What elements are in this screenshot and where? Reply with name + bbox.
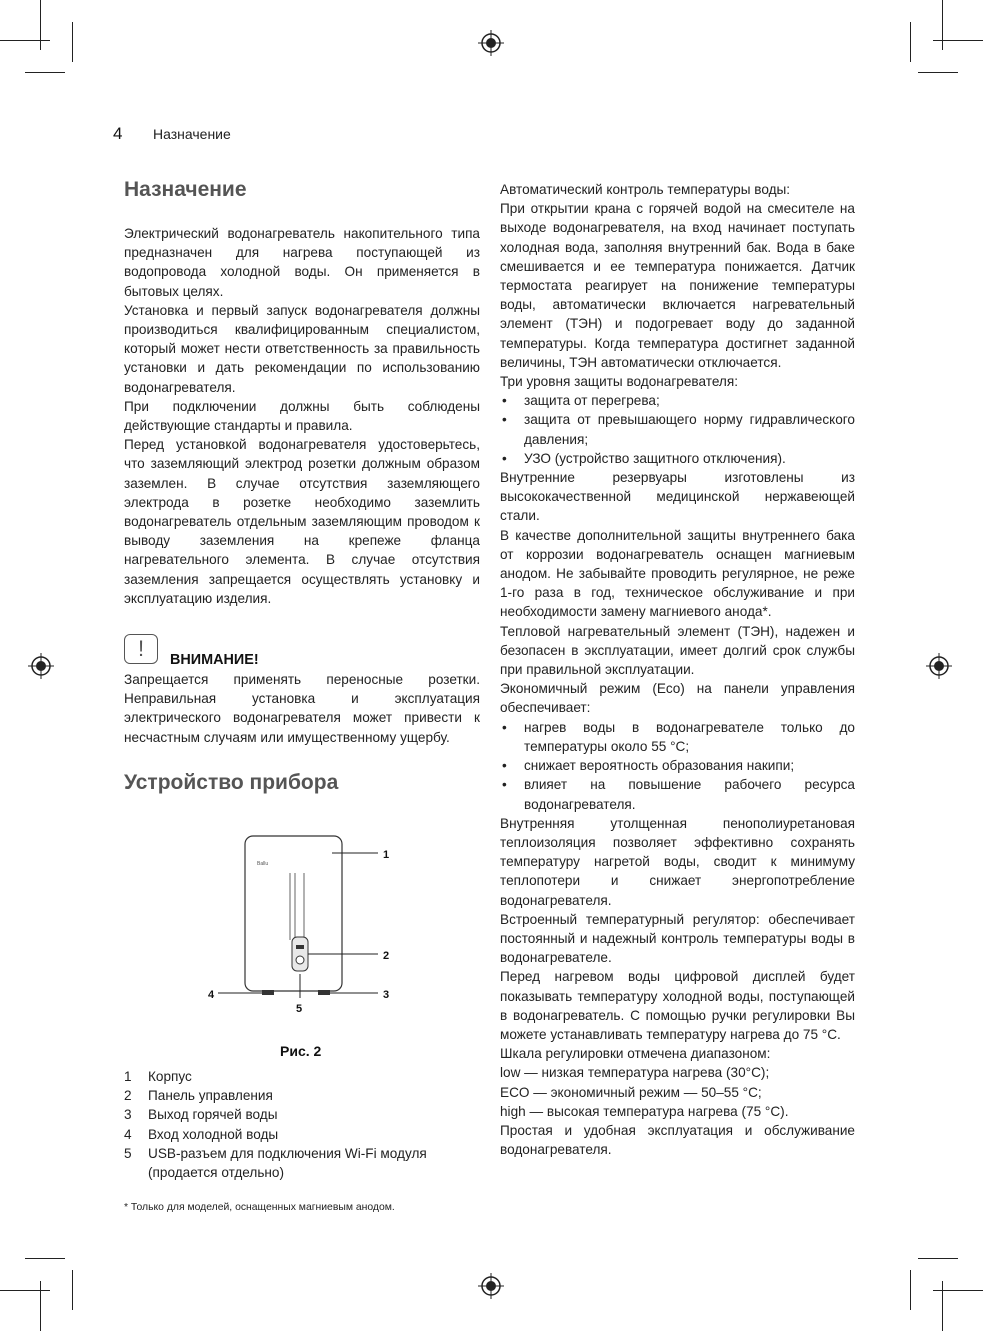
- paragraph: Электрический водонагреватель накопительного типа предназначен для нагрева поступающей из водопровода холодной воды. Он применяется в бытовых целях.: [124, 226, 480, 299]
- crop-mark: [942, 0, 943, 50]
- paragraph: Три уровня защиты водонагревателя:: [500, 374, 738, 390]
- paragraph: В качестве дополнительной защиты внутреннего бака от коррозии водонагреватель оснащен магниевым анодом. Не забывайте проводить регулярное, не реже 1-го раза в год, техническое обслуживание и при необходимости замену магниевого анода*.: [500, 527, 855, 620]
- paragraph: Экономичный режим (Eco) на панели управления обеспечивает:: [500, 681, 855, 716]
- control-panel: [292, 937, 308, 971]
- cold-inlet: [262, 990, 274, 995]
- left-column: [124, 178, 480, 795]
- running-title: Назначение: [153, 126, 231, 142]
- crop-mark: [40, 0, 41, 50]
- list-item: 2 Панель управления: [124, 1088, 273, 1104]
- paragraph: Установка и первый запуск водонагревателя должны производиться квалифицированным специалистом, который может нести ответственность за правильность установки и дать рекомендации по использованию водонагревателя.: [124, 302, 480, 395]
- crop-mark: [918, 1258, 958, 1259]
- paragraph: Встроенный температурный регулятор: обеспечивает постоянный и надежный контроль температуры воды в водонагревателе.: [500, 911, 855, 966]
- registration-mark-icon: [926, 653, 952, 679]
- eco-list: [500, 718, 855, 814]
- crop-mark: [72, 22, 73, 62]
- water-heater-diagram: [200, 828, 400, 1018]
- scale-item: ECO — экономичный режим — 50–55 °С;: [500, 1084, 762, 1100]
- paragraph: Тепловой нагревательный элемент (ТЭН), надежен и безопасен в эксплуатации, имеет долгий срок службы при правильной эксплуатации.: [500, 623, 855, 678]
- regulator-knob-icon: [296, 956, 304, 964]
- list-item: • влияет на повышение рабочего ресурса водонагревателя.: [500, 775, 855, 813]
- list-item: • защита от превышающего норму гидравлического давления;: [500, 410, 855, 448]
- parts-list: [124, 1067, 474, 1182]
- paragraph: Перед установкой водонагревателя удостоверьтесь, что заземляющий электрод розетки должным образом заземлен. В случае отсутствия заземляющего электрода в розетке необходимо заземлить водонагреватель отдельным заземляющим проводом к выводу заземления на крепеже фланца нагревательного элемента. В случае отсутствия заземления запрещается осуществлять установку и эксплуатацию изделия.: [124, 437, 480, 606]
- protection-list: [500, 391, 855, 468]
- paragraph: Перед нагревом воды цифровой дисплей будет показывать температуру холодной воды, поступающей в водонагреватель. С помощью ручки регулировки Вы можете устанавливать температуру нагрева до 75 °С.: [500, 969, 855, 1042]
- list-item: 1 Корпус: [124, 1069, 192, 1084]
- crop-mark: [942, 1281, 943, 1331]
- page-number: 4: [113, 124, 123, 143]
- registration-mark-icon: [478, 30, 504, 56]
- paragraph: Шкала регулировки отмечена диапазоном:: [500, 1046, 771, 1062]
- crop-mark: [0, 1290, 50, 1291]
- warning-header: [124, 634, 480, 669]
- list-item: • защита от перегрева;: [500, 391, 855, 410]
- crop-mark: [72, 1270, 73, 1310]
- right-column: [500, 180, 855, 1159]
- callout-1: 1: [383, 849, 390, 861]
- crop-mark: [910, 22, 911, 62]
- callout-2: 2: [383, 950, 390, 962]
- running-header: [113, 124, 231, 144]
- crop-mark: [40, 1281, 41, 1331]
- brand-logo: Ballu: [257, 861, 269, 867]
- section-title-purpose: Назначение: [124, 178, 247, 201]
- crop-mark: [933, 1290, 983, 1291]
- list-item: • снижает вероятность образования накипи;: [500, 756, 855, 775]
- warning-title: ВНИМАНИЕ!: [170, 652, 259, 669]
- paragraph: Внутренние резервуары изготовлены из высококачественной медицинской нержавеющей стали.: [500, 470, 855, 524]
- scale-item: high — высокая температура нагрева (75 °С).: [500, 1103, 789, 1119]
- section-title-device: Устройство прибора: [124, 770, 339, 794]
- paragraph: При открытии крана с горячей водой на смесителе на выходе водонагревателя, на вход начинает поступать холодная вода, заполняя внутренний бак. Вода в баке смешивается и ее температура понижается. Датчик термостата реагирует на понижение температуры воды, автоматически включается нагревательный элемент (ТЭН) и подогревает воду до заданной температуры. Когда температура достигнет заданной величины, ТЭН автоматически отключается.: [500, 201, 855, 370]
- display: [296, 945, 304, 949]
- crop-mark: [25, 1258, 65, 1259]
- paragraph: Автоматический контроль температуры воды:: [500, 182, 791, 197]
- figure-caption: Рис. 2: [280, 1043, 322, 1059]
- paragraph: Внутренняя утолщенная пенополиуретановая теплоизоляция позволяет эффективно сохранять температуру нагретой воды, сводит к минимуму теплопотери и снижает энергопотребление водонагревателя.: [500, 815, 855, 908]
- scale-item: low — низкая температура нагрева (30°С);: [500, 1065, 770, 1081]
- callout-3: 3: [383, 989, 390, 1001]
- paragraph: Простая и удобная эксплуатация и обслуживание водонагревателя.: [500, 1122, 855, 1158]
- list-item: 5 USB-разъем для подключения Wi-Fi модуля (продается отдельно): [124, 1145, 427, 1181]
- crop-mark: [25, 72, 65, 73]
- paragraph: При подключении должны быть соблюдены действующие стандарты и правила.: [124, 398, 480, 434]
- hot-outlet: [318, 990, 330, 995]
- footnote: * Только для моделей, оснащенных магниевым анодом.: [124, 1202, 395, 1213]
- registration-mark-icon: [478, 1273, 504, 1299]
- callout-4: 4: [208, 989, 215, 1001]
- list-item: • нагрев воды в водонагревателе только до температуры около 55 °С;: [500, 718, 855, 756]
- crop-mark: [933, 40, 983, 41]
- warning-text: Запрещается применять переносные розетки. Неправильная установка и эксплуатация электрического водонагревателя может привести к несчастным случаям или имущественному ущербу.: [124, 672, 480, 745]
- crop-mark: [910, 1270, 911, 1310]
- list-item: 3 Выход горячей воды: [124, 1107, 278, 1123]
- list-item: 4 Вход холодной воды: [124, 1126, 279, 1142]
- warning-icon: !: [124, 634, 158, 664]
- callout-5: 5: [296, 1003, 303, 1015]
- crop-mark: [0, 40, 50, 41]
- list-item: • УЗО (устройство защитного отключения).: [500, 449, 855, 468]
- registration-mark-icon: [28, 653, 54, 679]
- crop-mark: [918, 72, 958, 73]
